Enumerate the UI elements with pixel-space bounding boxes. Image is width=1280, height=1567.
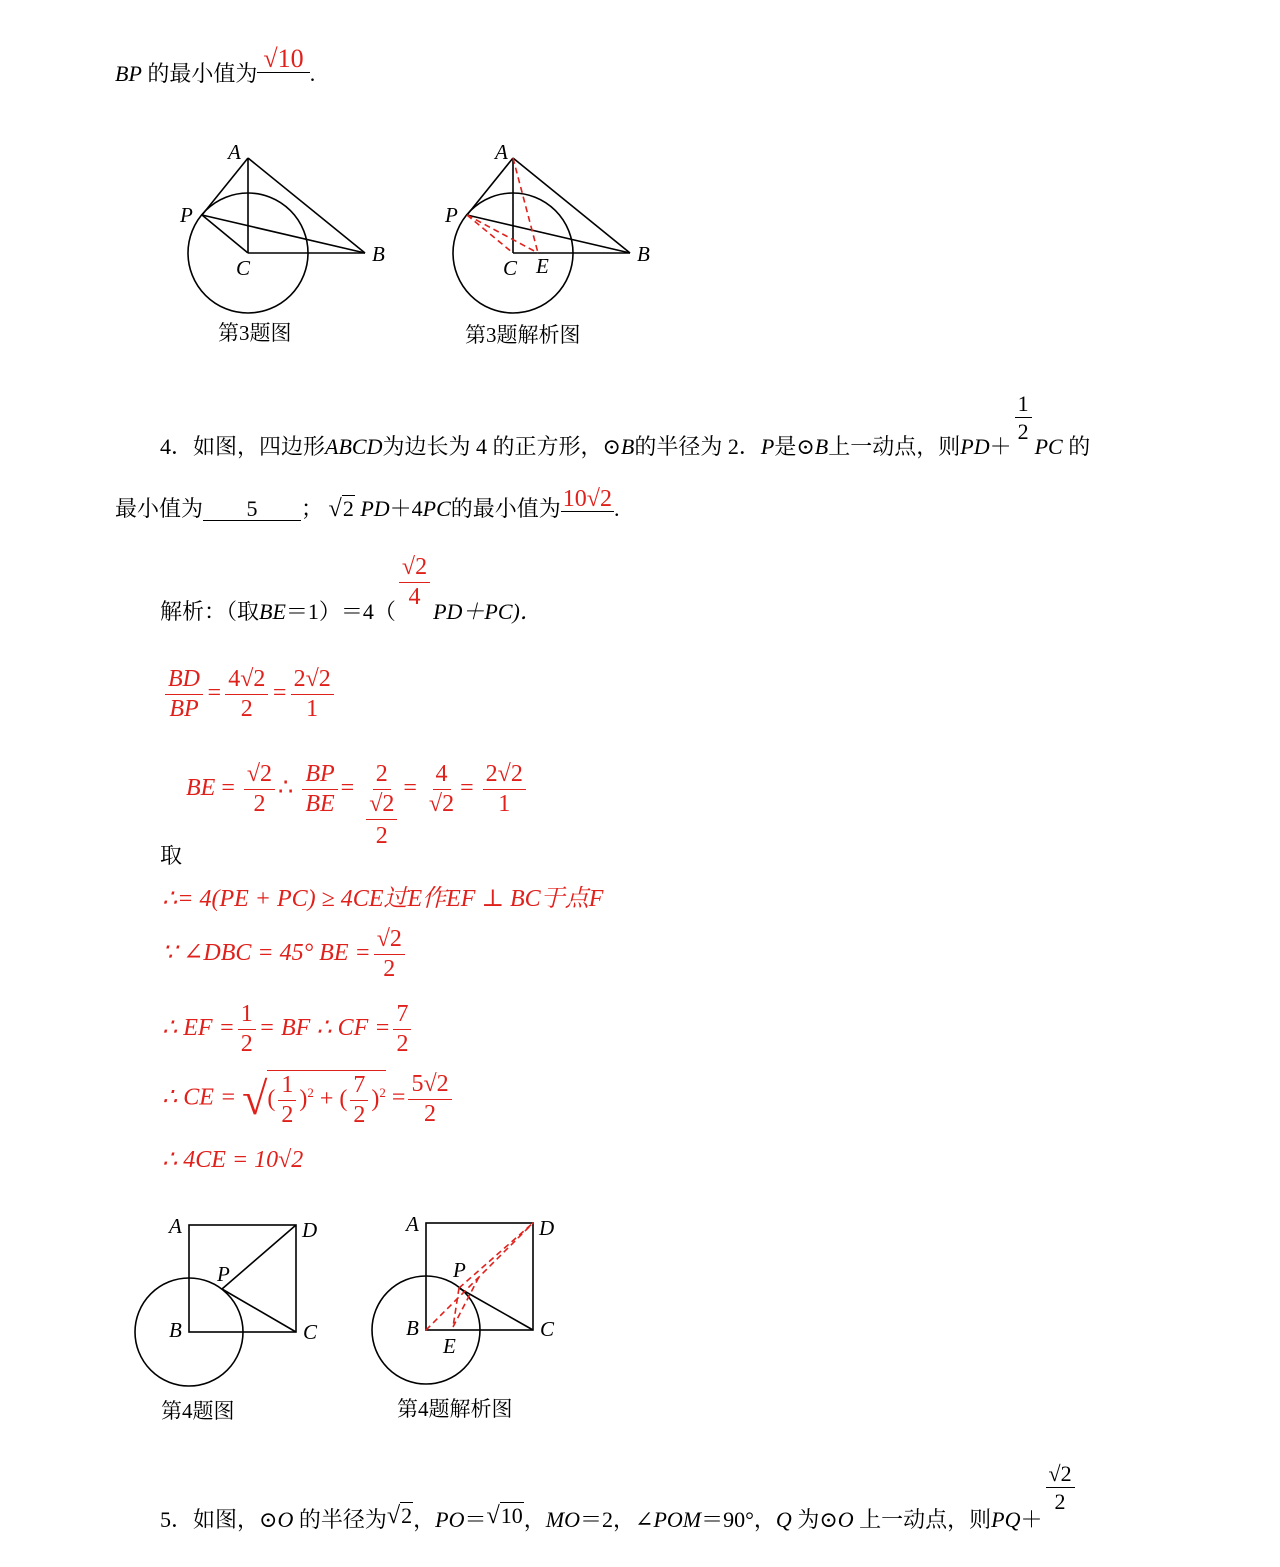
q4-line2 (115, 486, 620, 522)
math-line6-a: ∴ CE = (162, 1084, 237, 1111)
frac-1-2: $\frac{1}{2}$ (278, 1073, 296, 1128)
q4-text5: 上一动点，则 (828, 434, 961, 459)
caption-fig4a: 第4题解析图 (397, 1397, 513, 1421)
q5-var-o2: O (837, 1507, 854, 1532)
segment-pa (467, 158, 513, 215)
analysis-label: 解析：（取 (160, 599, 260, 624)
dashed-bd (426, 1223, 533, 1330)
q4-line2-text2: 的最小值为 (450, 496, 561, 521)
frac-2sqrt2-1: $\frac{2√2}{1}$ (483, 762, 526, 817)
q5-plus: ＋ (1020, 1507, 1043, 1532)
frac-4sqrt2-2: $\frac{4√2}{2}$ (225, 667, 268, 722)
dashed-ae (513, 158, 538, 253)
label-p: P (453, 1258, 466, 1282)
dashed-pe (453, 1288, 459, 1327)
q5-comma1: ， (413, 1507, 436, 1532)
q4-var-abcd: ABCD (325, 434, 383, 459)
caption-fig3a: 第3题解析图 (465, 323, 581, 347)
segment-pc (222, 1289, 296, 1332)
q5-text6: 上一动点，则 (859, 1507, 992, 1532)
q4-var-pc2: PC (422, 496, 451, 521)
math-line2 (186, 762, 529, 850)
math-line5-b: = BF ∴ CF = (258, 1015, 391, 1042)
q5-var-mo: MO (545, 1507, 581, 1532)
frac-7-2: $\frac{7}{2}$ (393, 1002, 411, 1057)
q5-number: 5． (160, 1507, 194, 1532)
therefore-sign: ∴ (278, 775, 294, 802)
eq-sign: = (391, 1084, 406, 1111)
q5-text3: ＝2，∠ (580, 1507, 654, 1532)
q4-var-pd2: PD (360, 496, 390, 521)
q5-text2: 的半径为 (298, 1507, 387, 1532)
q4-frac-half: $\frac{1}{2}$ (1015, 392, 1032, 443)
segment-pa (202, 158, 248, 215)
eq-sign: = (403, 775, 417, 802)
analysis-line (160, 555, 542, 623)
figure-3 (170, 135, 420, 365)
frac-2-over-sqrt2-2: 2 √2 2 (363, 762, 400, 850)
frac-1-2: $\frac{1}{2}$ (238, 1002, 256, 1057)
q4-var-pd: PD (960, 434, 990, 459)
frac-bd-bp: $\frac{BD}{BP}$ (165, 667, 203, 722)
top-text: 的最小值为 (141, 61, 258, 86)
analysis-eq: ＝1）＝4（ (285, 599, 396, 624)
q5-var-pq: PQ (991, 1507, 1021, 1532)
q4-line2-text1: 最小值为 (115, 496, 204, 521)
q5-text1: 如图，⊙ (193, 1507, 278, 1532)
q4-end: . (613, 496, 620, 521)
q4-line2-plus: ＋4 (389, 496, 423, 521)
q4-var-pc: PC (1034, 434, 1063, 459)
eq-sign: = (340, 775, 355, 802)
frac-7-2: $\frac{7}{2}$ (350, 1073, 368, 1128)
math-line1 (162, 667, 337, 722)
label-p: P (445, 203, 458, 227)
label-a: A (495, 140, 508, 164)
q5-line1 (160, 1462, 1078, 1532)
q5-text5: 为⊙ (797, 1507, 838, 1532)
label-e: E (443, 1334, 456, 1358)
var-be: BE (186, 775, 216, 802)
q4-number: 4． (160, 434, 194, 459)
q5-sqrt2: √2 (386, 1502, 413, 1529)
q4-text1: 如图，四边形 (193, 434, 326, 459)
frac-sqrt2-2: $\frac{√2}{2}$ (374, 927, 405, 982)
q4-semicolon: ； (301, 496, 324, 521)
label-b: B (406, 1316, 419, 1340)
figure-4-analysis (362, 1205, 602, 1440)
dashed-pe (467, 215, 538, 253)
eq-sign: = (221, 775, 235, 802)
label-p: P (180, 203, 193, 227)
label-d: D (539, 1216, 555, 1240)
label-c: C (503, 256, 518, 280)
q5-var-po: PO (435, 1507, 465, 1532)
q5-eq: ＝ (464, 1507, 487, 1532)
frac-sqrt2-2: $\frac{√2}{2}$ (244, 762, 275, 817)
label-b: B (637, 242, 650, 266)
q4-text2: 为边长为 4 的正方形，⊙ (382, 434, 621, 459)
radical-body: ( $\frac{1}{2}$ )$^2$ + ( $\frac{7}{2}$ )$^2$ (267, 1072, 386, 1129)
caption-fig4: 第4题图 (161, 1399, 235, 1423)
q5-var-q: Q (775, 1507, 792, 1532)
math-line5-a: ∴ EF = (162, 1015, 235, 1042)
q4-text6: 的 (1068, 434, 1091, 459)
analysis-frac: $\frac{√2}{4}$ (399, 555, 430, 610)
qu-text: 取 (160, 843, 183, 868)
top-line (115, 44, 316, 87)
q5-sqrt10: √10 (486, 1502, 523, 1529)
label-d: D (302, 1218, 318, 1242)
frac-2sqrt2-1: $\frac{2√2}{1}$ (291, 667, 334, 722)
answer-sqrt10: √10 (257, 46, 309, 73)
figure-4 (125, 1205, 355, 1440)
frac-bp-be: $\frac{BP}{BE}$ (302, 762, 337, 817)
math-line3: ∴= 4(PE + PC) ≥ 4CE过E作EF ⊥ BC于点F (162, 886, 604, 912)
label-c: C (303, 1320, 318, 1344)
math-line4-text: ∵ ∠DBC = 45° BE = (162, 940, 371, 967)
q4-line1 (160, 392, 1090, 458)
math-line6 (162, 1070, 455, 1128)
label-p: P (217, 1262, 230, 1286)
q4-text3: 的半径为 2． (634, 434, 761, 459)
q4-var-b2: B (814, 434, 829, 459)
q4-text4: 是⊙ (774, 434, 815, 459)
figure-3-analysis (435, 135, 695, 365)
q5-comma2: ， (523, 1507, 546, 1532)
eq-sign: = (460, 775, 474, 802)
segment-pd (222, 1225, 296, 1289)
q5-text4: ＝90°， (701, 1507, 776, 1532)
label-a: A (228, 140, 241, 164)
analysis-var-be: BE (259, 599, 286, 624)
analysis-tail: PD＋PC)． (433, 599, 542, 624)
eq-sign: = (206, 680, 223, 707)
caption-fig3: 第3题图 (218, 321, 292, 345)
q4-plus: ＋ (989, 434, 1012, 459)
math-line7: ∴ 4CE = 10√2 (162, 1147, 304, 1173)
label-e: E (536, 254, 549, 278)
q5-var-pom: POM (653, 1507, 702, 1532)
q4-sqrt2: √2 (328, 495, 354, 522)
frac-5sqrt2-2: $\frac{5√2}{2}$ (408, 1072, 451, 1127)
label-a: A (169, 1214, 182, 1238)
q5-var-o: O (277, 1507, 294, 1532)
q4-var-p: P (760, 434, 775, 459)
label-b: B (372, 242, 385, 266)
segment-pc (459, 1288, 533, 1330)
label-b: B (169, 1318, 182, 1342)
q4-answer2: 10√2 (562, 486, 612, 512)
dashed-pd (459, 1223, 533, 1288)
label-c: C (236, 256, 251, 280)
eq-sign: = (271, 680, 288, 707)
frac-4-sqrt2: $\frac{4}{√2}$ (428, 761, 455, 818)
math-line5 (162, 1002, 414, 1057)
q5-frac: $\frac{√2}{2}$ (1046, 1462, 1075, 1513)
math-line4 (162, 927, 408, 982)
square-abcd (189, 1225, 296, 1332)
radical-sign: √ (242, 1073, 268, 1125)
var-bp: BP (115, 61, 142, 86)
top-end: . (309, 61, 316, 86)
label-a: A (406, 1212, 419, 1236)
q4-blank-answer: 5 (203, 498, 301, 521)
label-c: C (540, 1317, 555, 1341)
q4-var-b: B (620, 434, 635, 459)
